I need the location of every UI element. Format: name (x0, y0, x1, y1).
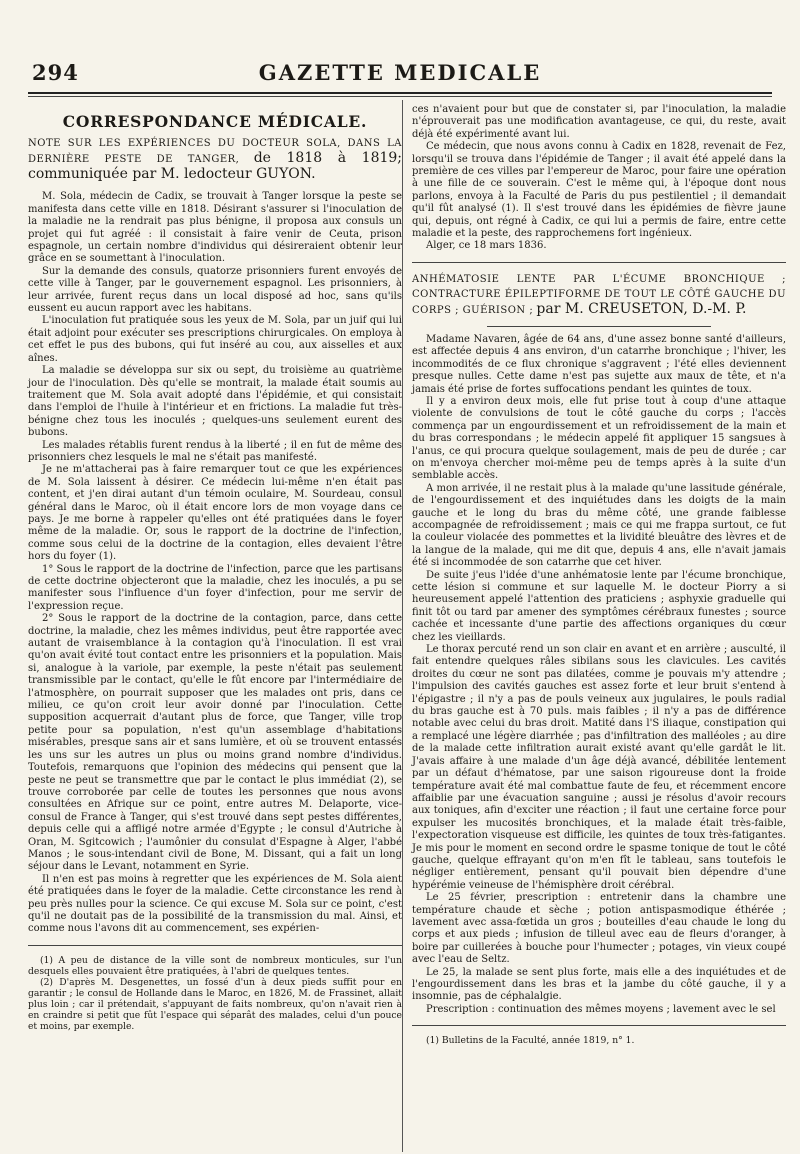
paragraph: Le 25 février, prescription : entretenir dans la chambre une température chaude et sèche ; potion antispasmodique éthérée ; lavement avec assa-fœtida un gros ; bouteilles d'eau chaude le long du corps et aux pieds ; infusion de tilleul avec eau de fleurs d'oranger, à boire par cuillerées à bouche pour l'humecter ; potages, vin vieux coupé avec l'eau de Seltz. (412, 892, 786, 966)
heading-rule (487, 326, 711, 327)
page-number: 294 (32, 60, 79, 85)
paragraph: Le 25, la malade se sent plus forte, mais elle a des inquiétudes et de l'engourdissement dans les bras et la jambe du côté gauche, il y a insomnie, pas de céphalalgie. (412, 966, 786, 1003)
article-heading-caps: ANHÉMATOSIE LENTE PAR L'ÉCUME BRONCHIQUE ; CONTRACTURE ÉPILEPTIFORME DE TOUT LE CÔTÉ GAUCHE DU CORPS ; GUÉRISON ; (412, 273, 786, 316)
article-heading-author: communiquée par M. ledocteur GUYON. (28, 166, 316, 183)
article-heading-caps: NOTE SUR LES EXPÉRIENCES DU DOCTEUR SOLA, DANS LA DERNIÈRE PESTE DE TANGER, (28, 138, 402, 166)
footnote: (1) Bulletins de la Faculté, année 1819, n° 1. (426, 1035, 635, 1047)
left-column (28, 104, 402, 1032)
paragraph: L'inoculation fut pratiquée sous les yeux de M. Sola, par un juif qui lui était adjoint pour exécuter ses prescriptions chirurgicales. On employa à cet effet le pus des bubons, qui fut inséré au cou, aux aisselles et aux aînes. (28, 315, 402, 364)
page-header (28, 58, 772, 94)
paragraph: A mon arrivée, il ne restait plus à la malade qu'une lassitude générale, de l'engourdissement et des inquiétudes dans les doigts de la main gauche et le long du bras du même côté, une grande faiblesse accompagnée de refroidissement ; mais ce qui me frappa surtout, ce fut la couleur violacée des pommettes et la lividité bleuâtre des lèvres et de la langue de la malade, qui me dit que, depuis 4 ans, elle n'avait jamais été si incommodée de son catarrhe que cet hiver. (412, 482, 786, 569)
paragraph: Je ne m'attacherai pas à faire remarquer tout ce que les expériences de M. Sola laissent à désirer. Ce médecin lui-même n'en était pas content, et j'en dirai autant d'un témoin oculaire, M. Sourdeau, consul général dans le Maroc, où il était encore lors de mon voyage dans ce pays. Je me borne à rappeler qu'elles ont été pratiquées dans le foyer même de la maladie. Or, sous le rapport de la doctrine de l'infection, comme sous celui de la doctrine de la contagion, elles devaient l'être hors du foyer (1). (28, 464, 402, 563)
paragraph: De suite j'eus l'idée d'une anhématosie lente par l'écume bronchique, cette lésion si commune et sur laquelle M. le docteur Piorry a si heureusement appelé l'attention des praticiens ; asphyxie graduelle qui finit tôt ou tard par amener des symptômes cérébraux funestes ; source cachée et incessante d'une partie des affections organiques du cœur chez les vieillards. (412, 569, 786, 643)
article-heading (28, 136, 402, 183)
footnote-rule (28, 945, 402, 946)
dateline: Alger, ce 18 mars 1836. (426, 240, 547, 252)
paragraph: 2° Sous le rapport de la doctrine de la contagion, parce, dans cette doctrine, la maladie, chez les mêmes individus, peut être rapportée avec autant de vraisemblance à la contagion qu'à l'inoculation. Il est vrai qu'on avait évité tout contact entre les prisonniers et la population. Mais si, analogue à la variole, par exemple, la peste n'était pas seulement transmissible par le contact, qu'elle le fût encore par l'intermédiaire de l'atmosphère, on pourrait supposer que les malades ont pris, dans ce milieu, ce qu'on croit leur avoir donné par l'inoculation. Cette supposition acquerrait d'autant plus de force, que Tanger, ville trop petite pour sa population, n'est qu'un assemblage d'habitations misérables, presque sans air et sans lumière, et où se trouvent entassés les uns sur les autres un plus ou moins grand nombre d'individus. Toutefois, remarquons que l'opinion des médecins qui pensent que la peste ne peut se transmettre que par le contact le plus immédiat (2), se trouve corroborée par celle de toutes les personnes que nous avons consultées en Afrique sur ce point, entre autres M. Delaporte, vice-consul de France à Tanger, qui s'est trouvé dans sept pestes différentes, depuis celle qui a affligé notre armée d'Egypte ; le consul d'Autriche à Oran, M. Sgitcowich ; l'aumônier du consulat d'Espagne à Alger, l'abbé Manos ; le sous-intendant civil de Bone, M. Dissant, qui a fait un long séjour dans le Levant, notamment en Syrie. (28, 613, 402, 873)
article-heading-author: par M. CREUSETON, D.-M. P. (536, 300, 747, 317)
paragraph: Prescription : continuation des mêmes moyens ; lavement avec le sel (426, 1003, 776, 1015)
article-heading (412, 272, 786, 318)
paragraph: Le thorax percuté rend un son clair en avant et en arrière ; ausculté, il fait entendre quelques râles sibilans sous les clavicules. Les cavités droites du cœur ne sont pas dilatées, comme je pouvais m'y attendre ; l'impulsion des cavités gauches est assez forte et leur bruit s'entend à l'épigastre ; il n'y a pas de pouls veineux aux jugulaires, le pouls radial du bras gauche est à 70 puls. mais faibles ; il n'y a pas de différence notable avec celui du bras droit. Matité dans l'S iliaque, constipation qui a remplacé une légère diarrhée ; pas d'infiltration des malléoles ; au dire de la malade cette infiltration aurait existé avant qu'elle gardât le lit. J'avais affaire à une malade d'un âge déjà avancé, débilitée lentement par un défaut d'hématose, par une saison rigoureuse dont la froide température avait été mal combattue faute de feu, et récemment encore affaiblie par une évacuation sanguine ; aussi je résolus d'avoir recours aux toniques, afin d'exciter une réaction ; il faut une certaine force pour expulser les mucosités bronchiques, et la malade était très-faible, l'expectoration visqueuse est difficile, les quintes de toux très-fatigantes. Je mis pour le moment en second ordre le spasme tonique de tout le côté gauche, quelque effrayant qu'on m'en fît le tableau, sans toutefois le négliger entièrement, pensant qu'il pouvait bien dépendre d'une hypérémie veineuse de l'hémisphère droit cérébral. (412, 644, 786, 891)
footnote: (2) D'après M. Desgenettes, un fossé d'un à deux pieds suffit pour en garantir ; le consul de Hollande dans le Maroc, en 1826, M. de Frassinet, allait plus loin ; car il prétendait, s'appuyant de faits nombreux, qu'on n'avait rien à en craindre si petit que fût l'espace qui séparât des malades, celui d'un pouce et moins, par exemple. (28, 976, 402, 1032)
paragraph: Les malades rétablis furent rendus à la liberté ; il en fut de même des prisonniers chez lesquels le mal ne s'était pas manifesté. (28, 439, 402, 463)
paragraph: Il y a environ deux mois, elle fut prise tout à coup d'une attaque violente de convulsions de tout le côté gauche du corps ; l'accès commença par un engourdissement et un refroidissement de la main et du bras correspondans ; le médecin appelé fit appliquer 15 sangsues à l'anus, ce qui procura quelque soulagement, mais de peu de durée ; car on m'envoya chercher moi-même peu de temps après à la suite d'un semblable accès. (412, 395, 786, 482)
running-title: GAZETTE MEDICALE (258, 60, 542, 85)
right-column (412, 104, 786, 1046)
footnote: (1) A peu de distance de la ville sont de nombreux monticules, sur l'un desquels elles pouvaient être pratiquées, à l'abri de quelques tentes. (28, 954, 402, 977)
column-divider (402, 100, 403, 1152)
article-heading-dates: de 1818 à 1819; (253, 150, 403, 167)
header-rule (28, 96, 772, 97)
footnote-rule (412, 1025, 786, 1026)
section-title: CORRESPONDANCE MÉDICALE. (62, 112, 368, 131)
paragraph: Sur la demande des consuls, quatorze prisonniers furent envoyés de cette ville à Tanger, par le gouvernement espagnol. Les prisonniers, à leur arrivée, furent reçus dans un local disposé ad hoc, sans qu'ils eussent eu aucun rapport avec les habitans. (28, 265, 402, 315)
paragraph: 1° Sous le rapport de la doctrine de l'infection, parce que les partisans de cette doctrine objecteront que la maladie, chez les inoculés, a pu se manifester sous l'influence d'un foyer d'infection, pour me servir de l'expression reçue. (28, 563, 402, 612)
footnotes (28, 955, 402, 1032)
paragraph: Ce médecin, que nous avons connu à Cadix en 1828, revenait de Fez, lorsqu'il se trouva dans l'épidémie de Tanger ; il avait été appelé dans la première de ces villes par l'empereur de Maroc, pour faire une opération à une fille de ce souverain. C'est le même qui, à l'époque dont nous parlons, envoya à la Faculté de Paris du pus pestilentiel ; il demandait qu'il fût analysé (1). Il s'est trouvé dans les épidémies de fièvre jaune qui, depuis, ont régné à Cadix, ce qui lui a permis de faire, entre cette maladie et la peste, des rapprochemens fort ingénieux. (412, 141, 786, 240)
paragraph: M. Sola, médecin de Cadix, se trouvait à Tanger lorsque la peste se manifesta dans cette ville en 1818. Désirant s'assurer si l'inoculation de la maladie ne la rendrait pas plus bénigne, il proposa aux consuls un projet qui fut agréé : il consistait à faire venir de Ceuta, prison espagnole, un certain nombre d'individus qui désireraient obtenir leur grâce en se soumettant à l'inoculation. (28, 191, 402, 265)
article-separator (412, 262, 786, 263)
paragraph: La maladie se développa sur six ou sept, du troisième au quatrième jour de l'inoculation. Dès qu'elle se montrait, la malade était soumis au traitement que M. Sola avait adopté dans l'épidémie, et qui consistait dans l'emploi de l'huile à l'intérieur et en frictions. La maladie fut très-bénigne chez tous les inoculés ; quelques-uns seulement eurent des bubons. (28, 365, 402, 439)
paragraph: Il n'en est pas moins à regretter que les expériences de M. Sola aient été pratiquées dans le foyer de la maladie. Cette circonstance les rend à peu près nulles pour la science. Ce qui excuse M. Sola sur ce point, c'est qu'il ne doutait pas de la possibilité de la transmission du mal. Ainsi, et comme nous l'avons dit au commencement, ses expérien- (28, 873, 402, 935)
paragraph: Madame Navaren, âgée de 64 ans, d'une assez bonne santé d'ailleurs, est affectée depuis 4 ans environ, d'un catarrhe bronchique ; l'hiver, les incommodités de ce flux chronique s'aggravent ; l'été elles deviennent presque nulles. Cette dame n'est pas sujette aux maux de tête, et n'a jamais été prise de fortes suffocations pendant les quintes de toux. (412, 333, 786, 395)
paragraph: ces n'avaient pour but que de constater si, par l'inoculation, la maladie n'éprouverait pas une modification avantageuse, ce qui, du reste, avait déjà été expérimenté avant lui. (412, 104, 786, 140)
